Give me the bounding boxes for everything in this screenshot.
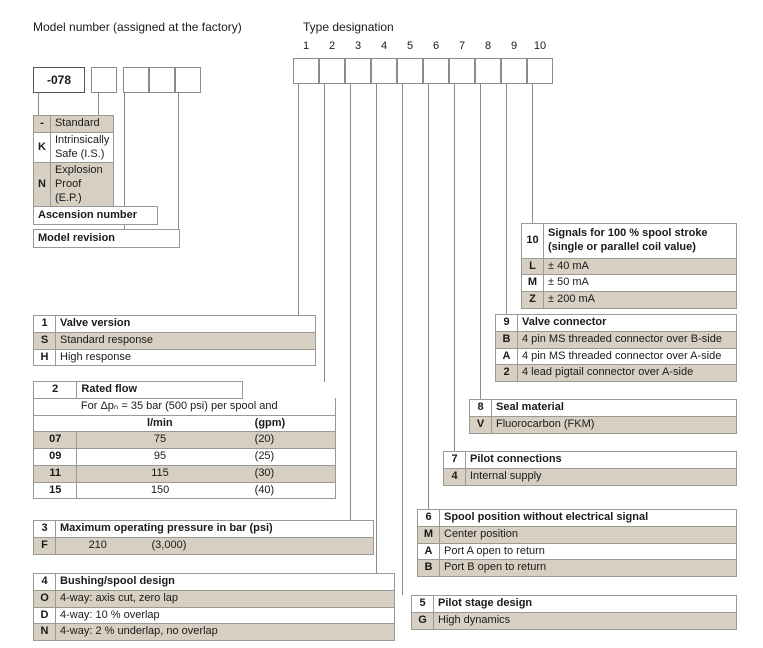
- option-label: 4 pin MS threaded connector over B-side: [518, 331, 737, 348]
- option-value-lmin: 95: [77, 449, 243, 466]
- option-value-gpm: (40): [243, 482, 336, 499]
- option-label: High dynamics: [434, 612, 737, 629]
- ascension-number-label: Ascension number: [34, 207, 158, 225]
- option-key: N: [34, 624, 56, 641]
- type-digit-label: 6: [432, 40, 440, 52]
- type-box-5[interactable]: [397, 58, 423, 84]
- option-label: ± 50 mA: [544, 275, 737, 292]
- leader-line-5: [402, 84, 403, 595]
- table-subtitle-row: [34, 398, 336, 415]
- table-row[interactable]: [418, 543, 737, 560]
- option-label: 4 pin MS threaded connector over A-side: [518, 348, 737, 365]
- block-pilot-stage: [411, 595, 737, 630]
- type-box-9[interactable]: [501, 58, 527, 84]
- option-key: B: [418, 560, 440, 577]
- block-number: 6: [418, 510, 440, 527]
- type-box-7[interactable]: [449, 58, 475, 84]
- option-label: Internal supply: [466, 468, 737, 485]
- table-header-row: [34, 521, 374, 538]
- table-row[interactable]: [34, 230, 180, 248]
- table-header-row: [444, 452, 737, 469]
- model-box-3[interactable]: [149, 67, 175, 93]
- variant-label: Explosion Proof (E.P.): [50, 163, 113, 207]
- option-key: S: [34, 332, 56, 349]
- block-title: Valve version: [56, 316, 316, 333]
- table-row[interactable]: [34, 449, 336, 466]
- rated-flow-col1: l/min: [77, 415, 243, 432]
- model-box-1[interactable]: [91, 67, 117, 93]
- block-number: 7: [444, 452, 466, 469]
- connector-line: [178, 93, 179, 233]
- type-digit-label: 3: [354, 40, 362, 52]
- block-bushing-spool: [33, 573, 395, 641]
- option-key: M: [418, 526, 440, 543]
- table-row[interactable]: [34, 432, 336, 449]
- option-key: 11: [34, 465, 77, 482]
- rated-flow-col2: (gpm): [243, 415, 336, 432]
- block-title: Spool position without electrical signal: [440, 510, 737, 527]
- option-label: Standard response: [56, 332, 316, 349]
- option-key: B: [496, 331, 518, 348]
- block-title: Maximum operating pressure in bar (psi): [56, 521, 374, 538]
- table-row[interactable]: [34, 465, 336, 482]
- table-row[interactable]: [34, 116, 114, 133]
- option-value-psi: (3,000): [140, 537, 374, 554]
- leader-line-1: [298, 84, 299, 315]
- table-header-row: [496, 315, 737, 332]
- table-header-row: [34, 382, 336, 399]
- option-key: 2: [496, 365, 518, 382]
- option-label: 4-way: 2 % underlap, no overlap: [56, 624, 395, 641]
- model-revision-label: Model revision: [34, 230, 180, 248]
- variant-label: Standard: [50, 116, 113, 133]
- table-header-row: [34, 574, 395, 591]
- table-header-row: [522, 224, 737, 259]
- block-max-pressure: [33, 520, 374, 555]
- table-header-row: [418, 510, 737, 527]
- table-row[interactable]: [34, 163, 114, 207]
- spacer: [243, 382, 336, 399]
- option-label: 4 lead pigtail connector over A-side: [518, 365, 737, 382]
- option-key: A: [418, 543, 440, 560]
- model-number-header: Model number (assigned at the factory): [33, 20, 242, 34]
- type-box-10[interactable]: [527, 58, 553, 84]
- block-number: 3: [34, 521, 56, 538]
- model-box-2[interactable]: [123, 67, 149, 93]
- ascension-number-row: [33, 206, 158, 225]
- block-title: Bushing/spool design: [56, 574, 395, 591]
- table-row[interactable]: [496, 348, 737, 365]
- block-spool-position: [417, 509, 737, 577]
- table-row[interactable]: [496, 365, 737, 382]
- table-row[interactable]: [418, 560, 737, 577]
- block-pilot-connections: [443, 451, 737, 486]
- table-row[interactable]: [470, 416, 737, 433]
- table-row[interactable]: [34, 482, 336, 499]
- spacer-cell: [34, 415, 77, 432]
- option-value-lmin: 115: [77, 465, 243, 482]
- option-label: Center position: [440, 526, 737, 543]
- table-row[interactable]: [34, 537, 374, 554]
- option-key: A: [496, 348, 518, 365]
- table-colheader-row: [34, 415, 336, 432]
- option-key: H: [34, 349, 56, 366]
- option-label: Fluorocarbon (FKM): [492, 416, 737, 433]
- option-key: 09: [34, 449, 77, 466]
- model-revision-row: [33, 229, 180, 248]
- type-box-3[interactable]: [345, 58, 371, 84]
- type-digit-labels: [293, 40, 553, 52]
- option-value-gpm: (30): [243, 465, 336, 482]
- type-box-2[interactable]: [319, 58, 345, 84]
- option-value-bar: 210: [56, 537, 140, 554]
- block-number: 8: [470, 400, 492, 417]
- table-row[interactable]: [34, 590, 395, 607]
- block-title-line1: Signals for 100 % spool stroke: [548, 227, 708, 239]
- block-signals: [521, 223, 737, 309]
- option-value-lmin: 150: [77, 482, 243, 499]
- variant-key: K: [34, 132, 51, 163]
- variant-key: N: [34, 163, 51, 207]
- option-key: 07: [34, 432, 77, 449]
- option-key: F: [34, 537, 56, 554]
- block-title: Seal material: [492, 400, 737, 417]
- option-label: ± 40 mA: [544, 258, 737, 275]
- type-box-4[interactable]: [371, 58, 397, 84]
- block-number: 10: [522, 224, 544, 259]
- table-row[interactable]: [34, 332, 316, 349]
- block-title: Pilot stage design: [434, 596, 737, 613]
- type-digit-label: 5: [406, 40, 414, 52]
- option-value-lmin: 75: [77, 432, 243, 449]
- option-key: 15: [34, 482, 77, 499]
- table-row[interactable]: [34, 349, 316, 366]
- option-value-gpm: (25): [243, 449, 336, 466]
- type-designation-boxes: [293, 58, 553, 84]
- block-number: 1: [34, 316, 56, 333]
- option-key: O: [34, 590, 56, 607]
- block-valve-version: [33, 315, 316, 366]
- type-digit-label: 9: [510, 40, 518, 52]
- leader-line-6: [428, 84, 429, 509]
- connector-line: [38, 93, 39, 115]
- option-label: Port A open to return: [440, 543, 737, 560]
- block-valve-connector: [495, 314, 737, 382]
- block-seal-material: [469, 399, 737, 434]
- table-row[interactable]: [34, 132, 114, 163]
- option-label: ± 200 mA: [544, 292, 737, 309]
- table-row[interactable]: [496, 331, 737, 348]
- leader-line-4: [376, 84, 377, 573]
- block-title: Rated flow: [77, 382, 243, 399]
- option-key: V: [470, 416, 492, 433]
- option-key: Z: [522, 292, 544, 309]
- type-digit-label: 8: [484, 40, 492, 52]
- type-digit-label: 2: [328, 40, 336, 52]
- model-prefix-box[interactable]: -078: [33, 67, 85, 93]
- table-header-row: [34, 316, 316, 333]
- table-row[interactable]: [444, 468, 737, 485]
- table-row[interactable]: [34, 207, 158, 225]
- rated-flow-subtitle: For Δpₙ = 35 bar (500 psi) per spool and: [77, 398, 336, 415]
- table-header-row: [470, 400, 737, 417]
- option-label: Port B open to return: [440, 560, 737, 577]
- type-digit-label: 10: [533, 40, 547, 52]
- option-label: 4-way: 10 % overlap: [56, 607, 395, 624]
- leader-line-7: [454, 84, 455, 451]
- leader-line-2: [324, 84, 325, 397]
- leader-line-8: [480, 84, 481, 399]
- type-digit-label: 1: [302, 40, 310, 52]
- option-key: L: [522, 258, 544, 275]
- block-number: 4: [34, 574, 56, 591]
- table-row[interactable]: [522, 258, 737, 275]
- table-row[interactable]: [34, 624, 395, 641]
- type-digit-label: 4: [380, 40, 388, 52]
- table-header-row: [412, 596, 737, 613]
- variant-label: Intrinsically Safe (I.S.): [50, 132, 113, 163]
- option-key: 4: [444, 468, 466, 485]
- option-key: G: [412, 612, 434, 629]
- type-box-1[interactable]: [293, 58, 319, 84]
- table-row[interactable]: [522, 292, 737, 309]
- block-number: 2: [34, 382, 77, 399]
- table-row[interactable]: [418, 526, 737, 543]
- block-number: 5: [412, 596, 434, 613]
- block-rated-flow: [33, 381, 336, 499]
- variant-key: -: [34, 116, 51, 133]
- block-title-line2: (single or parallel coil value): [548, 240, 696, 253]
- block-number: 9: [496, 315, 518, 332]
- option-key: M: [522, 275, 544, 292]
- option-label: 4-way: axis cut, zero lap: [56, 590, 395, 607]
- type-designation-header: Type designation: [303, 20, 394, 34]
- leader-line-3: [350, 84, 351, 520]
- leader-line-9: [506, 84, 507, 314]
- type-box-6[interactable]: [423, 58, 449, 84]
- type-box-8[interactable]: [475, 58, 501, 84]
- leader-line-10: [532, 84, 533, 223]
- block-title: Pilot connections: [466, 452, 737, 469]
- model-number-boxes: [33, 67, 201, 93]
- block-title: Valve connector: [518, 315, 737, 332]
- option-value-gpm: (20): [243, 432, 336, 449]
- table-row[interactable]: [412, 612, 737, 629]
- type-digit-label: 7: [458, 40, 466, 52]
- option-key: D: [34, 607, 56, 624]
- spacer-cell: [34, 398, 77, 415]
- option-label: High response: [56, 349, 316, 366]
- model-variant-table: [33, 115, 114, 208]
- model-box-4[interactable]: [175, 67, 201, 93]
- table-row[interactable]: [34, 607, 395, 624]
- table-row[interactable]: [522, 275, 737, 292]
